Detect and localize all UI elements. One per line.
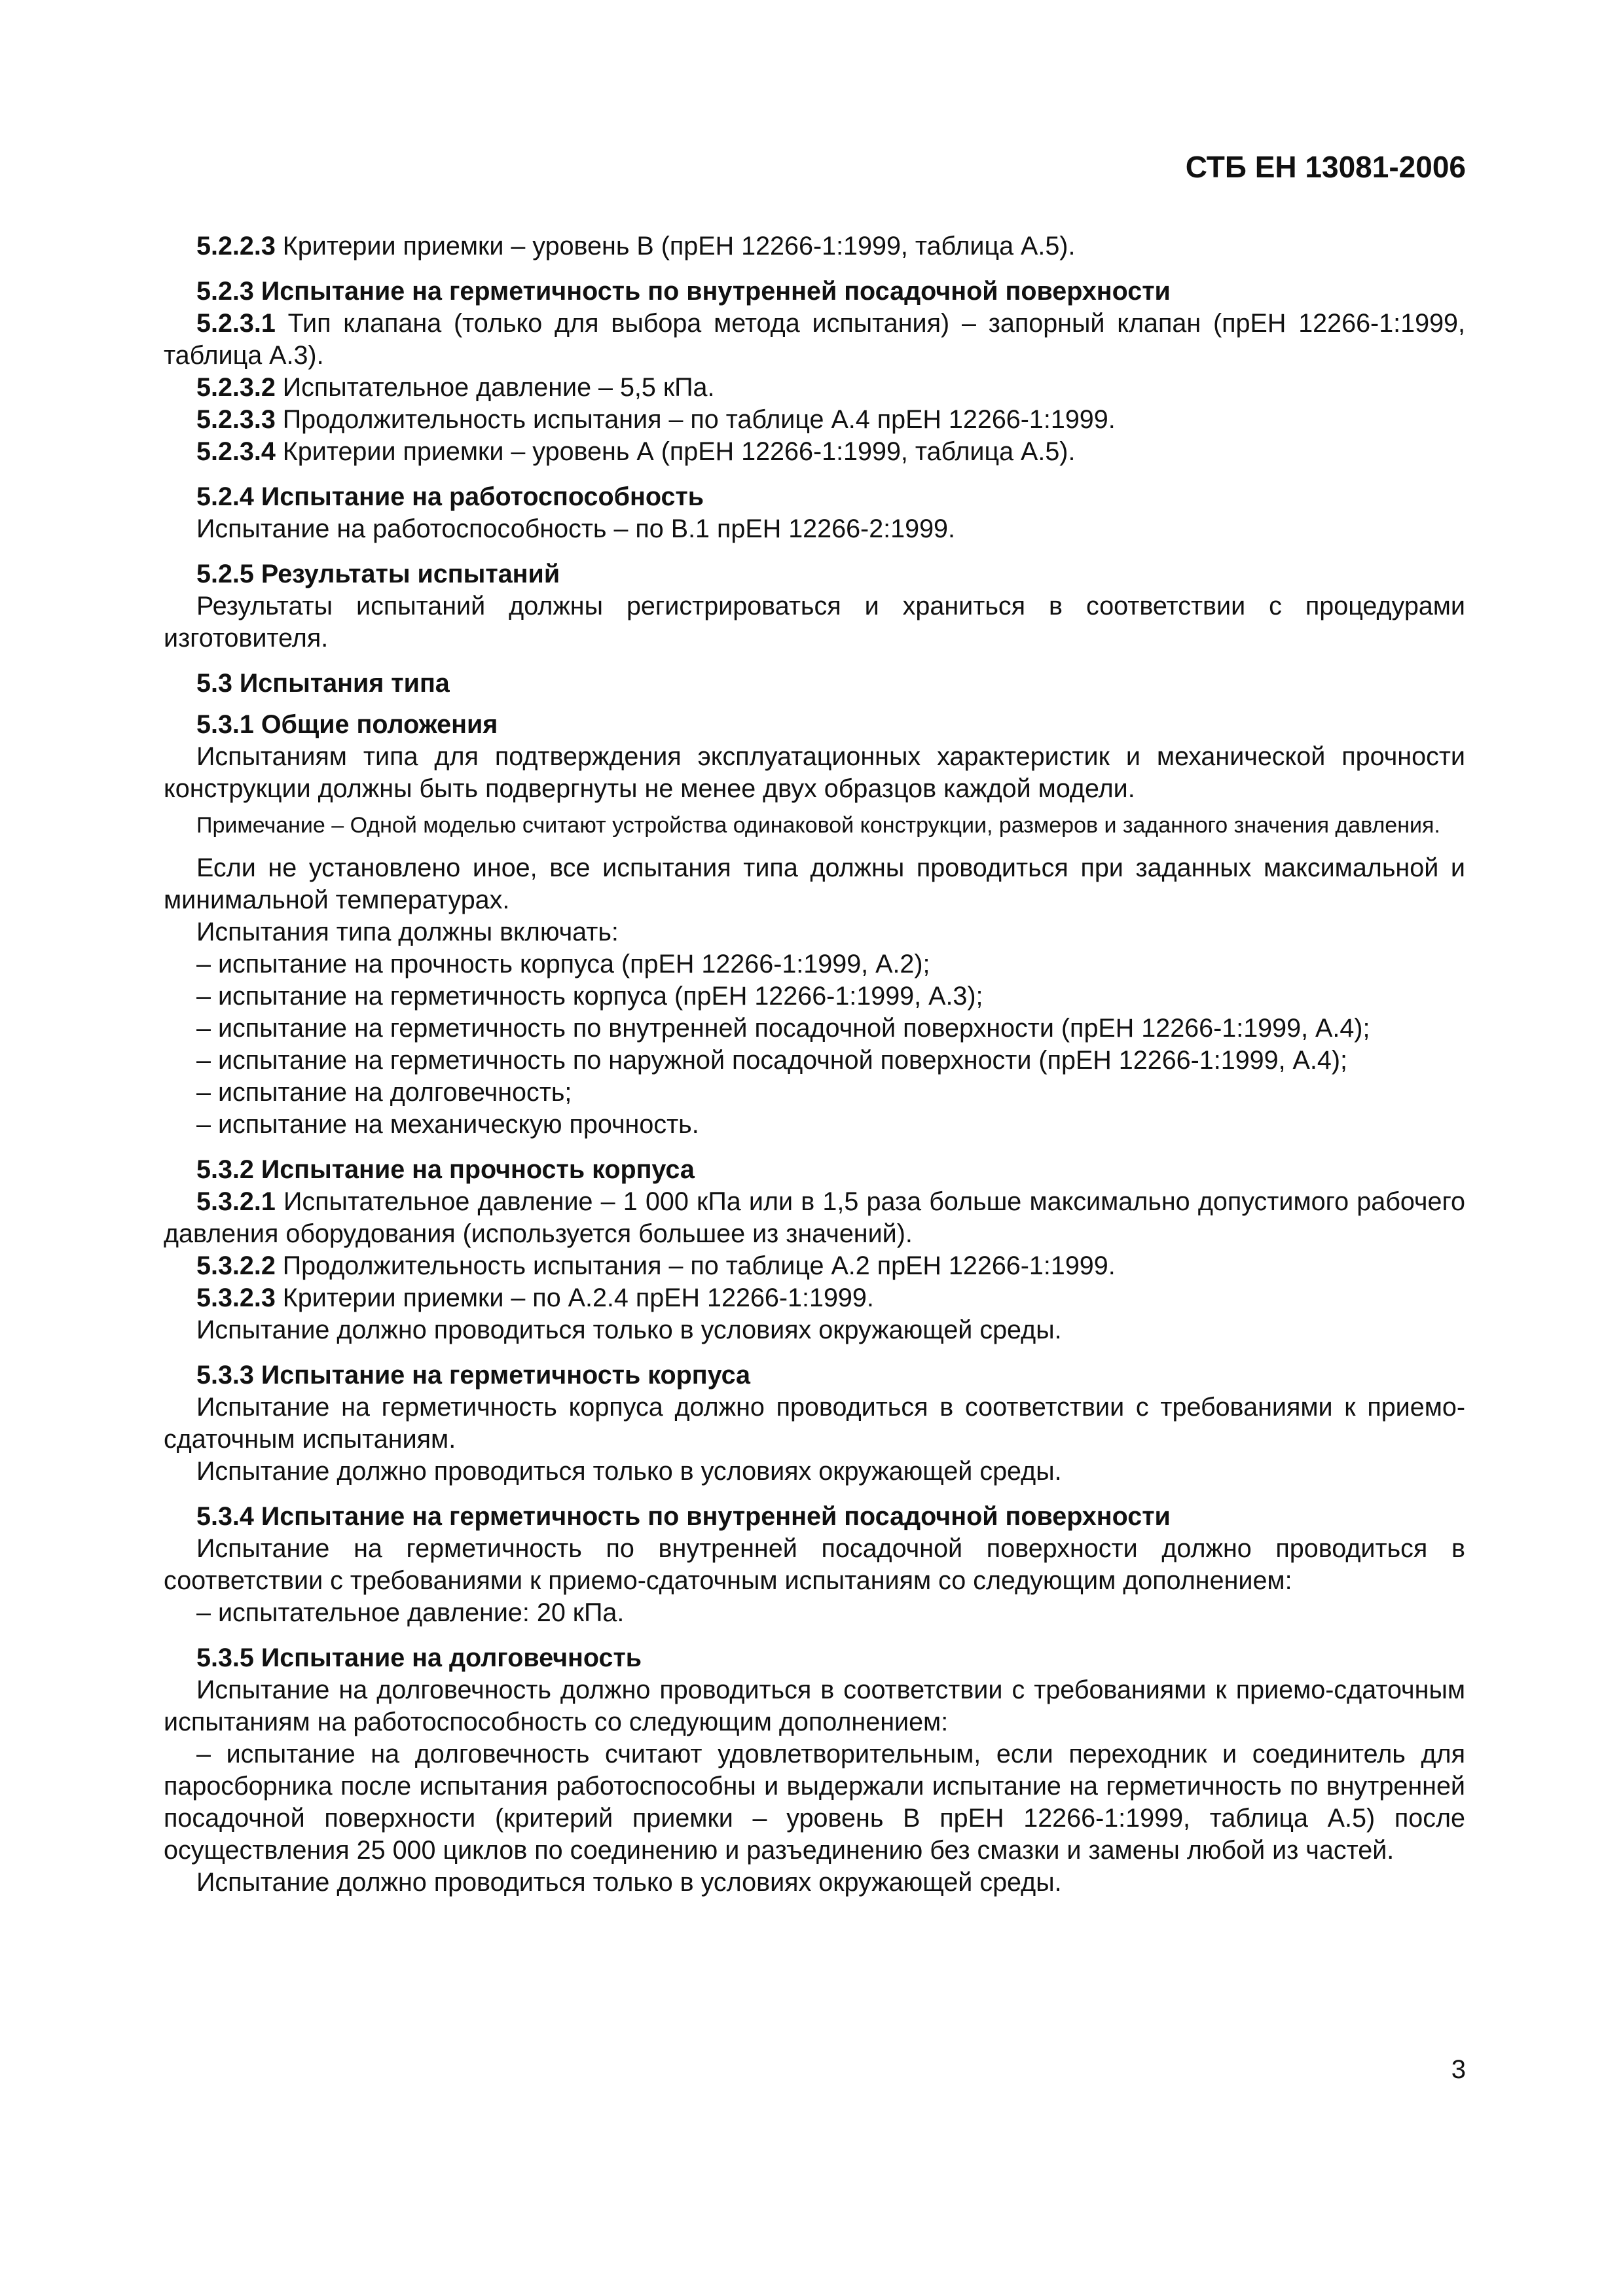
heading-5-3-4: 5.3.4 Испытание на герметичность по внутренней посадочной поверхности	[196, 1502, 1171, 1531]
heading-5-2-3: 5.2.3 Испытание на герметичность по внутренней посадочной поверхности	[196, 277, 1171, 306]
clause-number: 5.3.2.3	[196, 1283, 276, 1312]
heading-5-3: 5.3 Испытания типа	[196, 669, 450, 698]
clause-text: Испытательное давление – 5,5 кПа.	[275, 373, 715, 402]
list-item: – испытание на механическую прочность.	[196, 1110, 699, 1139]
document-code-header: СТБ ЕН 13081-2006	[1185, 150, 1466, 184]
clause-number: 5.2.3.1	[196, 309, 276, 338]
clause-5-2-3-4	[164, 436, 1465, 468]
heading-5-3-2: 5.3.2 Испытание на прочность корпуса	[196, 1155, 695, 1184]
paragraph-5-2-4: Испытание на работоспособность – по В.1 прЕН 12266-2:1999.	[196, 514, 955, 543]
clause-5-3-2-3	[164, 1282, 1465, 1314]
clause-number: 5.2.3.2	[196, 373, 276, 402]
paragraph-5-3-1-includes: Испытания типа должны включать:	[196, 918, 619, 946]
paragraph-5-3-1-temperatures: Если не установлено иное, все испытания типа должны проводиться при заданных максимальной и минимальной температурах.	[164, 853, 1465, 914]
clause-number: 5.3.2.1	[196, 1187, 276, 1216]
paragraph-5-3-4: Испытание на герметичность по внутренней посадочной поверхности должно проводиться в соответствии с требованиями к приемо-сдаточным испытаниям со следующим дополнением:	[164, 1534, 1465, 1595]
clause-number: 5.2.2.3	[196, 232, 276, 260]
clause-5-2-3-3	[164, 404, 1465, 436]
paragraph-5-3-5-environment: Испытание должно проводиться только в условиях окружающей среды.	[196, 1868, 1062, 1897]
list-item: – испытательное давление: 20 кПа.	[196, 1598, 625, 1627]
clause-text: Испытательное давление – 1 000 кПа или в 1,5 раза больше максимально допустимого рабочего давления оборудования (используется большее из значений).	[164, 1187, 1465, 1248]
paragraph-5-3-5-criteria: – испытание на долговечность считают удовлетворительным, если переходник и соединитель для паросборника после испытания работоспособны и выдержали испытание на герметичность по внутренней посадочной поверхности (критерий приемки – уровень В прЕН 12266-1:1999, таблица А.5) после осуществления 25 000 циклов по соединению и разъединению без смазки и замены любой из частей.	[164, 1740, 1465, 1865]
clause-5-2-3-2	[164, 372, 1465, 404]
clause-text: Тип клапана (только для выбора метода испытания) – запорный клапан (прЕН 12266-1:1999, таблица А.3).	[164, 309, 1465, 370]
list-item: – испытание на герметичность по наружной посадочной поверхности (прЕН 12266-1:1999, А.4);	[196, 1046, 1347, 1075]
heading-5-3-3: 5.3.3 Испытание на герметичность корпуса	[196, 1361, 751, 1390]
heading-5-2-5: 5.2.5 Результаты испытаний	[196, 560, 560, 588]
clause-5-3-2-1	[164, 1186, 1465, 1250]
heading-5-3-1: 5.3.1 Общие положения	[196, 710, 498, 739]
clause-5-3-2-2	[164, 1250, 1465, 1282]
page-number: 3	[1451, 2055, 1466, 2084]
paragraph-5-2-5: Результаты испытаний должны регистрироваться и храниться в соответствии с процедурами изготовителя.	[164, 592, 1465, 653]
clause-text: Критерии приемки – уровень А (прЕН 12266-1:1999, таблица А.5).	[275, 437, 1076, 466]
clause-5-2-2-3	[164, 230, 1465, 262]
list-item: – испытание на герметичность по внутренней посадочной поверхности (прЕН 12266-1:1999, А.4);	[196, 1014, 1370, 1043]
heading-5-2-4: 5.2.4 Испытание на работоспособность	[196, 482, 704, 511]
clause-text: Критерии приемки – по А.2.4 прЕН 12266-1:1999.	[275, 1283, 874, 1312]
paragraph-5-3-1: Испытаниям типа для подтверждения эксплуатационных характеристик и механической прочности конструкции должны быть подвергнуты не менее двух образцов каждой модели.	[164, 742, 1465, 803]
clause-number: 5.2.3.3	[196, 405, 276, 434]
clause-number: 5.3.2.2	[196, 1251, 276, 1280]
clause-text: Продолжительность испытания – по таблице А.4 прЕН 12266-1:1999.	[275, 405, 1116, 434]
list-item: – испытание на прочность корпуса (прЕН 12266-1:1999, А.2);	[196, 950, 930, 978]
paragraph-5-3-2-environment: Испытание должно проводиться только в условиях окружающей среды.	[196, 1316, 1062, 1344]
paragraph-5-3-5: Испытание на долговечность должно проводиться в соответствии с требованиями к приемо-сдаточным испытаниям на работоспособность со следующим дополнением:	[164, 1676, 1465, 1736]
list-item: – испытание на герметичность корпуса (прЕН 12266-1:1999, А.3);	[196, 982, 983, 1011]
clause-number: 5.2.3.4	[196, 437, 276, 466]
heading-5-3-5: 5.3.5 Испытание на долговечность	[196, 1643, 642, 1672]
clause-text: Критерии приемки – уровень В (прЕН 12266-1:1999, таблица А.5).	[275, 232, 1076, 260]
note-5-3-1: Примечание – Одной моделью считают устройства одинаковой конструкции, размеров и заданного значения давления.	[196, 813, 1440, 838]
list-item: – испытание на долговечность;	[196, 1078, 572, 1107]
clause-5-2-3-1	[164, 308, 1465, 372]
paragraph-5-3-3: Испытание на герметичность корпуса должно проводиться в соответствии с требованиями к приемо-сдаточным испытаниям.	[164, 1393, 1465, 1454]
document-body	[164, 230, 1465, 1899]
clause-text: Продолжительность испытания – по таблице А.2 прЕН 12266-1:1999.	[275, 1251, 1116, 1280]
paragraph-5-3-3-environment: Испытание должно проводиться только в условиях окружающей среды.	[196, 1457, 1062, 1486]
